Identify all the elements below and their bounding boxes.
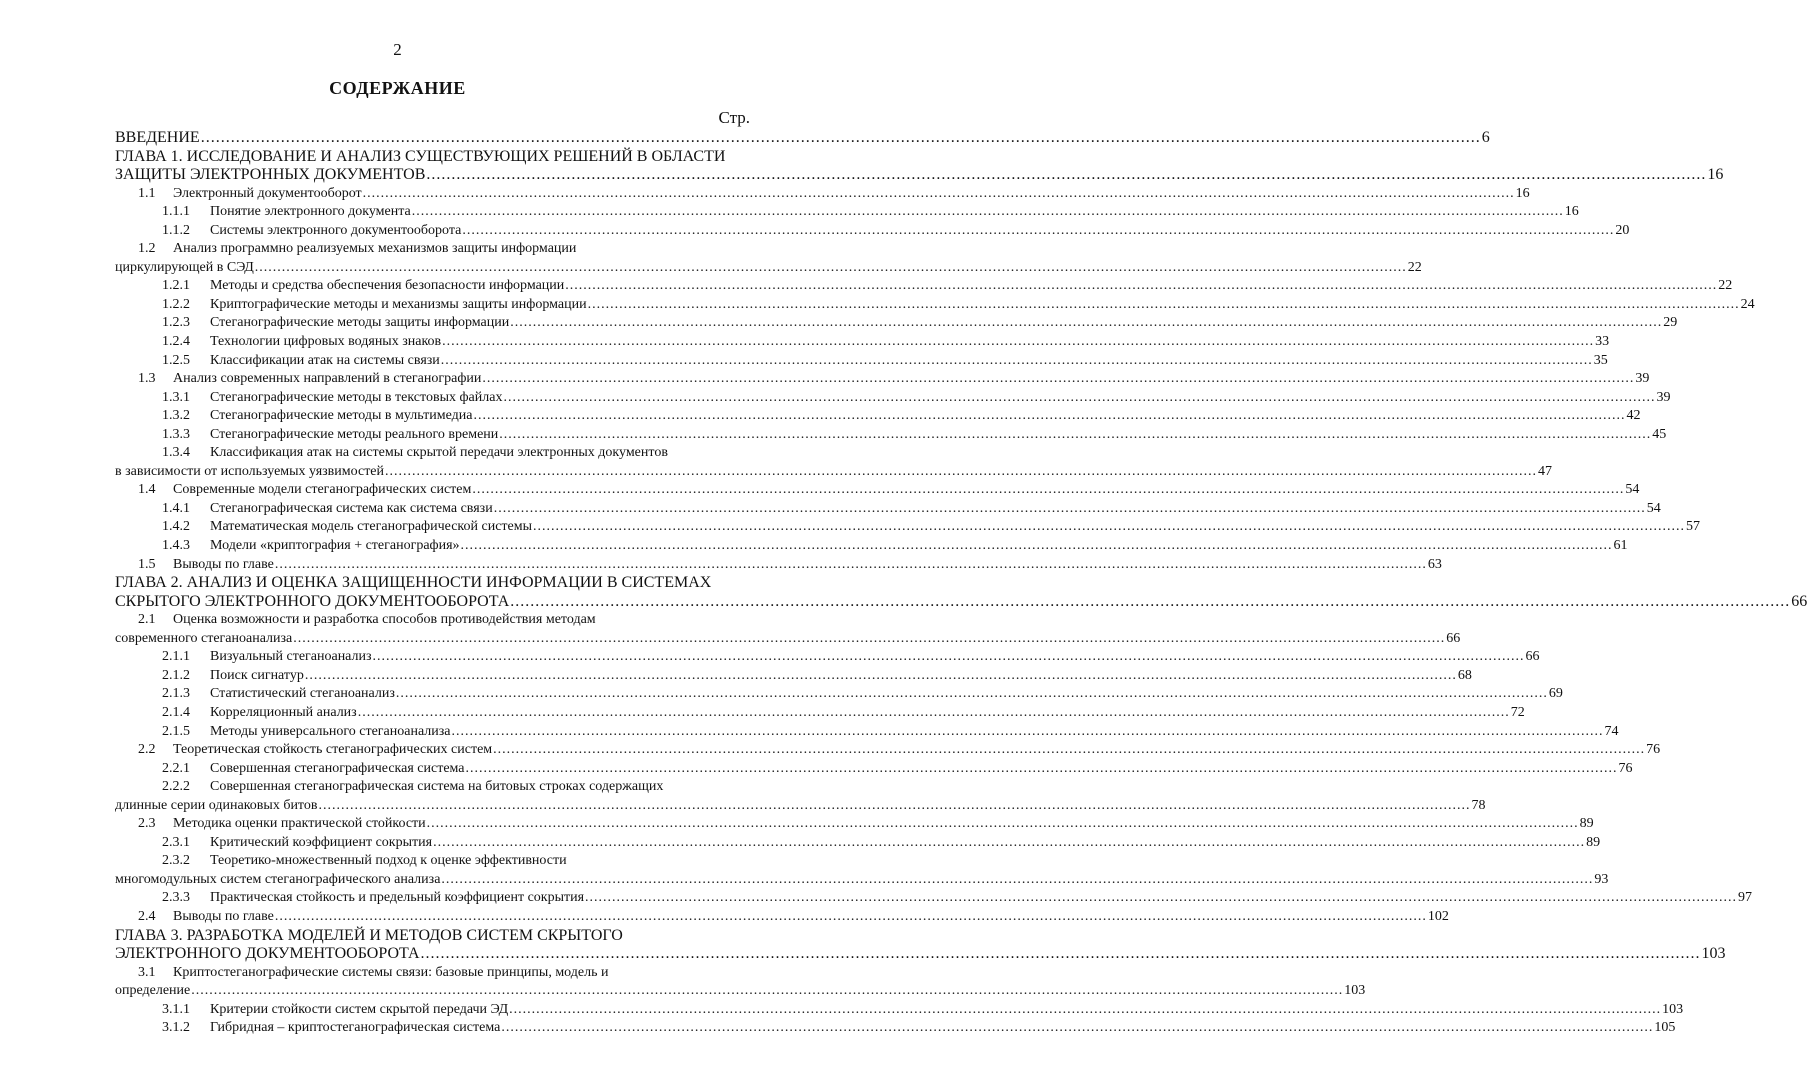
toc-entry [115,648,1540,667]
toc-entry-title: Оценка возможности и разработка способов противодействия методам [173,612,596,628]
toc-entry [115,815,1594,834]
toc-entry-title: Стеганографические методы в текстовых файлах [210,389,503,405]
toc-entry [115,222,1630,241]
toc-entry [115,889,1753,908]
toc-entry-number: 1.3.1 [162,389,190,405]
toc-entry-page: 89 [1579,816,1594,832]
dot-leader [461,537,1613,556]
toc-entry [115,908,1449,927]
dot-leader [466,760,1618,779]
toc-entry-page: 72 [1510,704,1525,720]
toc-entry-page: 54 [1646,500,1661,516]
toc-entry-page: 69 [1548,686,1563,702]
toc-entry [115,945,1726,964]
toc-entry-number: 1.3.4 [162,445,190,461]
toc-entry-title: Электронный документооборот [173,185,362,201]
toc-entry-title: Статистический стеганоанализ [210,686,395,702]
toc-entry-number: 1.2.3 [162,315,190,331]
toc-entry-page: 103 [1662,1001,1684,1017]
toc-entry-number: 2.3.3 [162,890,190,906]
toc-entry-title: Технологии цифровых водяных знаков [210,334,442,350]
dot-leader [472,481,1624,500]
toc-entry-number: 2.2 [138,742,156,758]
toc-entry [115,556,1442,575]
toc-entry-page: 66 [1446,630,1461,646]
toc-entry-page: 78 [1471,797,1486,813]
toc-entry-number: 2.3 [138,816,156,832]
toc-entry-number: 2.2.2 [162,779,190,795]
dot-leader [318,797,1470,816]
toc-entry-page: 39 [1635,371,1650,387]
toc-entry-number: 2.3.2 [162,853,190,869]
toc-entry-title: ГЛАВА 2. АНАЛИЗ И ОЦЕНКА ЗАЩИЩЕННОСТИ ИНФОРМАЦИИ В СИСТЕМАХ [115,574,712,592]
toc-entry-title: ВВЕДЕНИЕ [115,129,200,146]
toc-entry-page: 22 [1407,259,1422,275]
toc-entry-title: Современные модели стеганографических систем [173,482,472,498]
toc-entry-title: Совершенная стеганографическая система на битовых строках содержащих [210,779,664,795]
toc-entry-title: Визуальный стеганоанализ [210,649,372,665]
toc-entry-number: 1.1 [138,185,156,201]
toc-entry [115,352,1608,371]
toc-entry [115,964,750,983]
toc-entry [115,259,1422,278]
toc-entry [115,778,750,797]
toc-entry-title: Стеганографическая система как система связи [210,500,493,516]
toc-entry-number: 1.3.3 [162,426,190,442]
toc-entry-number: 1.4.3 [162,538,190,554]
dot-leader [482,370,1634,389]
toc-entry [115,296,1755,315]
dot-leader [493,741,1645,760]
toc-entry-title: ГЛАВА 3. РАЗРАБОТКА МОДЕЛЕЙ И МЕТОДОВ СИСТЕМ СКРЫТОГО [115,926,623,944]
toc-entry-page: 16 [1564,204,1579,220]
page-column-label: Стр. [718,108,750,127]
toc-entry-number: 2.1.5 [162,723,190,739]
toc-entry [115,1019,1676,1038]
toc-entry-page: 35 [1593,352,1608,368]
toc-entry-title: Практическая стойкость и предельный коэффициент сокрытия [210,890,585,906]
toc-entry-title: Математическая модель стеганографической системы [210,519,533,535]
toc-entry-number: 1.2.2 [162,296,190,312]
dot-leader [585,889,1737,908]
toc-entry-title: Системы электронного документооборота [210,222,462,238]
dot-leader [255,259,1407,278]
toc-entry-page: 33 [1595,334,1610,350]
toc-entry-title: Криптографические методы и механизмы защиты информации [210,296,587,312]
toc-entry [115,370,1650,389]
toc-entry [115,500,1661,519]
toc-entry-page: 24 [1740,296,1755,312]
toc-entry-page: 102 [1427,908,1449,924]
toc-entry [115,834,1601,853]
toc-entry [115,797,1486,816]
toc-entry-number: 1.2 [138,241,156,257]
toc-entry-title: определение [115,983,191,999]
toc-entry-page: 6 [1481,129,1490,146]
toc-entry [115,927,750,946]
dot-leader [191,982,1343,1001]
dot-leader [533,518,1685,537]
page-number: 2 [393,40,402,59]
toc-entry-title: Выводы по главе [173,556,274,572]
toc-entry-title: Классификация атак на системы скрытой передачи электронных документов [210,445,668,461]
toc-entry-title: Методика оценки практической стойкости [173,816,426,832]
toc-entry-page: 16 [1707,166,1724,184]
toc-entry-title: Гибридная – криптостеганографическая система [210,1020,501,1036]
toc-entry-number: 1.2.4 [162,334,190,350]
toc-entry-number: 2.1.3 [162,686,190,702]
dot-leader [275,556,1427,575]
dot-leader [305,667,1457,686]
toc-entry-number: 1.4.1 [162,500,190,516]
dot-leader [201,129,1481,148]
toc-entry-page: 63 [1427,556,1442,572]
toc-entry-title: Понятие электронного документа [210,204,411,220]
toc-entry [115,407,1641,426]
toc-entry-title: Совершенная стеганографическая система [210,760,465,776]
toc-entry-page: 68 [1457,667,1472,683]
toc-entry [115,129,1490,148]
toc-entry [115,630,1461,649]
toc-entry-title: Криптостеганографические системы связи: базовые принципы, модель и [173,964,609,980]
toc-entry-page: 54 [1625,482,1640,498]
toc-entry-title: Стеганографические методы защиты информации [210,315,510,331]
toc-entry [115,982,1366,1001]
toc-entry-number: 1.4 [138,482,156,498]
toc-entry-page: 103 [1701,945,1726,963]
dot-leader [441,352,1593,371]
toc-entry-page: 22 [1718,278,1733,294]
toc-entry [115,723,1619,742]
toc-entry-number: 3.1 [138,964,156,980]
toc-entry-number: 2.4 [138,908,156,924]
toc-entry [115,426,1667,445]
dot-leader [421,945,1701,964]
dot-leader [565,277,1717,296]
toc-entry-number: 1.1.2 [162,222,190,238]
toc-entry-title: Методы универсального стеганоанализа [210,723,451,739]
toc-entry-title: длинные серии одинаковых битов [115,797,318,813]
dot-leader [363,185,1515,204]
toc-entry [115,574,750,593]
dot-leader [473,407,1625,426]
toc-entry [115,871,1609,890]
toc-entry-page: 16 [1515,185,1530,201]
toc-entry-number: 1.3.2 [162,408,190,424]
toc-entry [115,240,750,259]
toc-entry [115,389,1671,408]
toc-entry-number: 2.1 [138,612,156,628]
toc-entry-number: 2.1.4 [162,704,190,720]
toc-entry-page: 105 [1654,1020,1676,1036]
dot-leader [427,815,1579,834]
dot-leader [501,1019,1653,1038]
dot-leader [385,463,1537,482]
toc-entry [115,148,750,167]
toc-entry-title: многомодульных систем стеганографического анализа [115,871,441,887]
dot-leader [373,648,1525,667]
toc-entry [115,314,1678,333]
toc-entry [115,333,1610,352]
toc-entry [115,185,1530,204]
dot-leader [441,871,1593,890]
toc-entry-number: 1.2.5 [162,352,190,368]
dot-leader [510,593,1790,612]
toc-entry-number: 2.1.1 [162,649,190,665]
dot-leader [293,630,1445,649]
page-title: СОДЕРЖАНИЕ [329,78,466,98]
toc-entry-page: 29 [1663,315,1678,331]
dot-leader [396,685,1548,704]
toc-entry-page: 74 [1604,723,1619,739]
toc-entry [115,741,1661,760]
toc-entry-page: 45 [1652,426,1667,442]
toc-entry-page: 66 [1791,592,1807,610]
toc-entry [115,444,750,463]
toc-entry-number: 3.1.2 [162,1020,190,1036]
toc-entry-title: Корреляционный анализ [210,704,357,720]
dot-leader [433,834,1585,853]
toc-entry-number: 2.1.2 [162,667,190,683]
toc-entry-title: Анализ современных направлений в стеганографии [173,371,482,387]
dot-leader [588,296,1740,315]
toc-entry-title: циркулирующей в СЭД [115,259,254,275]
dot-leader [275,908,1427,927]
dot-leader [499,426,1651,445]
toc-entry-title: СКРЫТОГО ЭЛЕКТРОННОГО ДОКУМЕНТООБОРОТА [115,592,510,610]
toc-entry-title: Анализ программно реализуемых механизмов защиты информации [173,241,577,257]
toc-entry [115,852,750,871]
toc-entry-page: 61 [1613,538,1628,554]
toc-entry-title: Поиск сигнатур [210,667,304,683]
toc-entry-title: Критерии стойкости систем скрытой передачи ЭД [210,1001,509,1017]
toc-entry-page: 47 [1538,463,1553,479]
toc-entry-page: 93 [1594,871,1609,887]
toc-entry [115,667,1472,686]
toc-entry-title: Теоретико-множественный подход к оценке эффективности [210,853,567,869]
toc-entry-title: в зависимости от используемых уязвимостей [115,463,385,479]
toc-entry-number: 1.2.1 [162,278,190,294]
dot-leader [426,166,1706,185]
dot-leader [358,704,1510,723]
toc-entry-number: 1.1.1 [162,204,190,220]
toc-entry [115,203,1579,222]
toc-entry [115,592,1807,612]
toc-entry-number: 2.3.1 [162,834,190,850]
toc-entry [115,704,1525,723]
toc-entry [115,166,1724,185]
toc-entry-page: 66 [1525,649,1540,665]
toc-entry [115,611,750,630]
toc-entry-title: ГЛАВА 1. ИССЛЕДОВАНИЕ И АНАЛИЗ СУЩЕСТВУЮЩИХ РЕШЕНИЙ В ОБЛАСТИ [115,147,726,165]
toc-entry-title: ЗАЩИТЫ ЭЛЕКТРОННЫХ ДОКУМЕНТОВ [115,166,426,184]
toc-entry-page: 39 [1656,389,1671,405]
dot-leader [452,723,1604,742]
toc-entry [115,481,1640,500]
toc-entry-title: ЭЛЕКТРОННОГО ДОКУМЕНТООБОРОТА [115,945,420,963]
toc-entry-title: Критический коэффициент сокрытия [210,834,433,850]
toc-entry-page: 76 [1646,742,1661,758]
toc-entry-title: Выводы по главе [173,908,274,924]
toc-entry-page: 20 [1615,222,1630,238]
toc-entry [115,760,1633,779]
toc-entry-page: 42 [1626,408,1641,424]
toc-entry [115,277,1733,296]
dot-leader [462,222,1614,241]
toc-entry-title: Модели «криптография + стеганография» [210,538,460,554]
dot-leader [494,500,1646,519]
toc-entry-number: 1.3 [138,371,156,387]
toc-entry-number: 1.4.2 [162,519,190,535]
toc-entry-page: 57 [1686,519,1701,535]
toc-entry-title: Методы и средства обеспечения безопасности информации [210,278,565,294]
toc-entry-page: 76 [1618,760,1633,776]
toc-entry [115,1001,1684,1020]
toc-entry-title: Классификации атак на системы связи [210,352,440,368]
dot-leader [509,1001,1661,1020]
toc-entry-number: 3.1.1 [162,1001,190,1017]
toc-entry-title: современного стеганоанализа [115,630,293,646]
toc-entry-page: 89 [1586,834,1601,850]
toc-entry-number: 2.2.1 [162,760,190,776]
toc-entry-title: Стеганографические методы в мультимедиа [210,408,473,424]
dot-leader [412,203,1564,222]
toc-entry [115,537,1628,556]
toc-entry-number: 1.5 [138,556,156,572]
toc-entry-title: Стеганографические методы реального времени [210,426,499,442]
toc-entry [115,685,1563,704]
dot-leader [510,314,1662,333]
toc-entry [115,463,1553,482]
toc-entry-page: 97 [1738,890,1753,906]
toc-entry-page: 103 [1344,983,1366,999]
dot-leader [503,389,1655,408]
table-of-contents [115,129,1807,1038]
toc-entry [115,518,1701,537]
dot-leader [442,333,1594,352]
toc-entry-title: Теоретическая стойкость стеганографических систем [173,742,493,758]
